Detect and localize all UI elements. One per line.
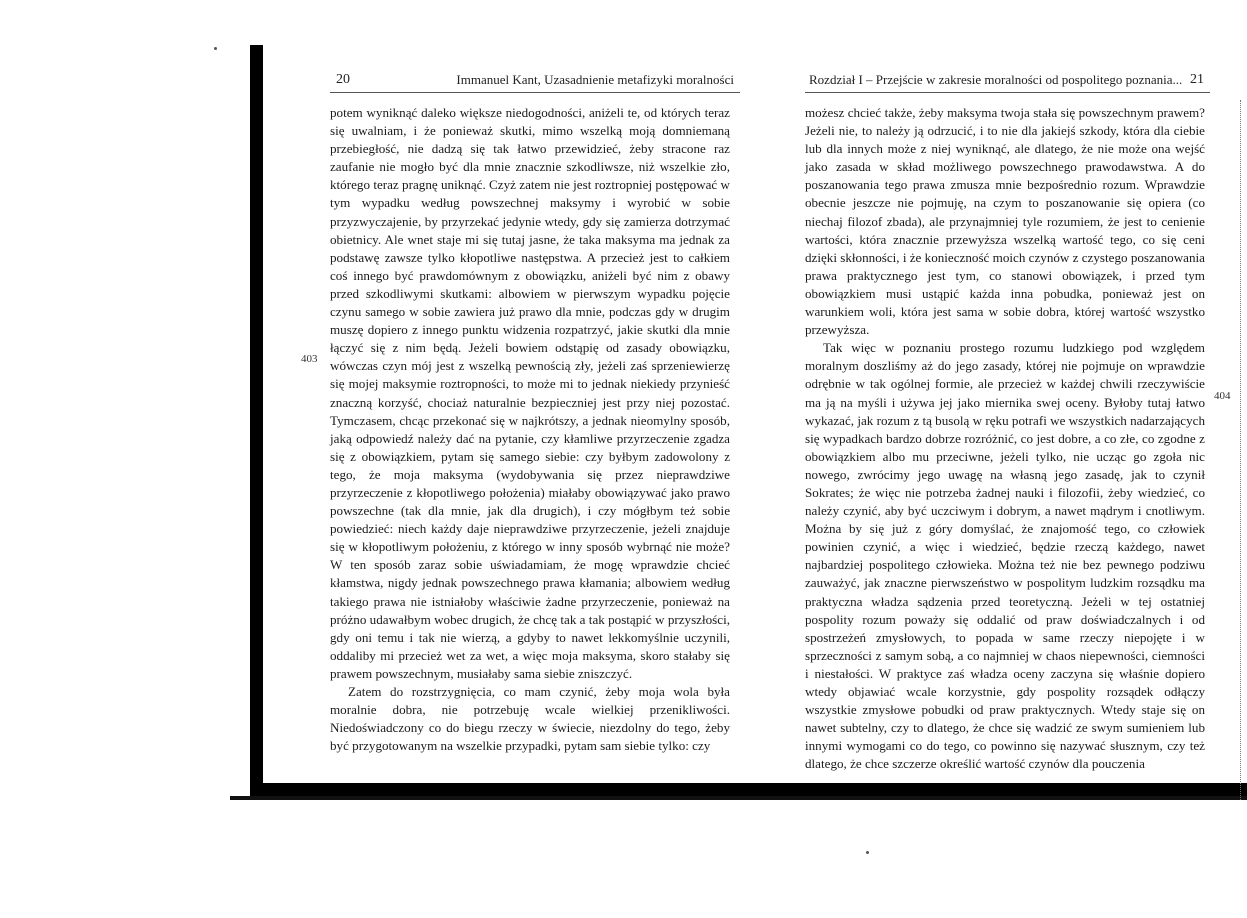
right-page [790, 70, 1210, 772]
right-paragraph-2: Tak więc w poznaniu prostego rozumu ludzkiego pod względem moralnym doszliśmy aż do jego zasady, której nie pojmuje on wprawdzie odrębnie w tak ogólnej formie, ale przecież w każdej chwili rzeczywiście ma ją na myśli i używa jej jako miernika swej oceny. Byłoby tutaj łatwo wykazać, jak rozum z tą busolą w ręku potrafi we wszystkich nadarzających się wypadkach bardzo dobrze rozróżnić, co jest dobre, a co złe, co zgodne z obowiązkiem albo mu przeciwne, jeżeli tylko, nie ucząc go zgoła nic nowego, zwrócimy jego uwagę na własną jego zasadę, jak to czynił Sokrates; że więc nie potrzeba żadnej nauki i filozofii, żeby wiedzieć, co należy czynić, aby być uczciwym i dobrym, a nawet mądrym i cnotliwym. Można by się już z góry domyślać, że znajomość tego, co człowiek powinien czynić, a więc i wiedzieć, będzie rzeczą każdego, nawet najbardziej pospolitego człowieka. Można też nie bez pewnego podziwu zauważyć, jak znaczne pierwszeństwo w pospolitym ludzkim rozsądku ma praktyczna władza sądzenia przed teoretyczną. Jeżeli w tej ostatniej pospolity rozum poważy się oddalić od praw doświadczalnych i od spostrzeżeń zmysłowych, to popada w same rzeczy niepojęte i w sprzeczności z samym sobą, a co najmniej w chaos niepewności, ciemności i niestałości. W praktyce zaś władza oceny zaczyna się właśnie dopiero wtedy objawiać wcale korzystnie, gdy pospolity rozsądek odłączy wszystkie zmysłowe pobudki od praw praktycznych. Wtedy staje się on nawet subtelny, czy to dlatego, że chce się wadzić ze swym sumieniem lub innymi wymogami co do tego, co powinno się nazywać słusznym, czy też dlatego, że chce szczerze określić wartość czynów dla pouczenia [805, 340, 1205, 772]
right-margin-number: 404 [1214, 390, 1231, 402]
scan-speck [866, 851, 869, 854]
left-paragraph-2: Zatem do rozstrzygnięcia, co mam czynić, żeby moja wola była moralnie dobra, nie potrzebuję wcale wielkiej przenikliwości. Niedoświadczony co do biegu rzeczy w świecie, niezdolny do tego, żeby być przygotowanym na wszelkie przypadki, pytam sam siebie tylko: czy [330, 684, 730, 754]
binding-shadow-left [250, 45, 263, 797]
right-paragraph-1: możesz chcieć także, żeby maksyma twoja stała się powszechnym prawem? Jeżeli nie, to należy ją odrzucić, i to nie dla jakiejś szkody, która dla ciebie lub dla innych może z niej wyniknąć, ale dlatego, że nie może ona wejść jako zasada w skład możliwego powszechnego prawodawstwa. A do poszanowania tego prawa zmusza mnie bezpośrednio rozum. Wprawdzie obecnie jeszcze nie pojmuję, na czym to poszanowanie się opiera (co niechaj filozof zbada), ale przynajmniej tyle rozumiem, że jest to cenienie wartości, która znacznie przewyższa wszelką wartość tego, co się ceni dzięki skłonności, i że konieczność moich czynów z czystego poszanowania prawa praktycznego jest tym, co stanowi obowiązek, i przed tym obowiązkiem musi ustąpić każda inna pobudka, ponieważ jest on warunkiem woli, która jest sama w sobie dobra, której wartość wszystko przewyższa. [805, 105, 1205, 338]
left-margin-number: 403 [301, 353, 318, 365]
scan-shadow-bottom [250, 783, 1247, 797]
page-edge-right [1240, 100, 1244, 800]
right-page-number: 21 [1190, 72, 1204, 87]
left-running-title: Immanuel Kant, Uzasadnienie metafizyki moralności [456, 72, 734, 87]
left-paragraph-1: potem wyniknąć daleko większe niedogodności, aniżeli te, od których teraz się uwalniam, i że ponieważ skutki, mimo wszelką moją domniemaną przebiegłość, nie dadzą się tak łatwo przewidzieć, żeby stracone raz zaufanie nie mogło być dla mnie znacznie szkodliwsze, niż wszelkie zło, którego teraz pragnę uniknąć. Czyż zatem nie jest roztropniej postępować w tym wypadku według powszechnej maksymy i wyrobić w sobie przyzwyczajenie, by przyrzekać jedynie wtedy, gdy się zamierza dotrzymać obietnicy. Ale wnet staje mi się tutaj jasne, że taka maksyma ma jednak za podstawę zawsze tylko kłopotliwe następstwa. A przecież jest to całkiem coś innego być prawdomównym z obowiązku, aniżeli być nim z obawy przed szkodliwymi skutkami: albowiem w pierwszym wypadku pojęcie czynu samego w sobie zawiera już prawo dla mnie, podczas gdy w drugim muszę dopiero z innego punktu widzenia rozpatrzyć, jakie skutki dla mnie łączyć się z nim będą. Jeżeli bowiem odstąpię od zasady obowiązku, wówczas czyn mój jest z wszelką pewnością zły, jeżeli zaś sprzeniewierzę się mojej maksymie roztropności, to może mi to jednak niekiedy przynieść znaczną korzyść, chociaż naturalnie bezpieczniej jest przy niej pozostać. Tymczasem, chcąc przekonać się w najkrótszy, a jednak nieomylny sposób, jaką odpowiedź należy dać na pytanie, czy kłamliwe przyrzeczenie zgadza się z obowiązkiem, pytam się samego siebie: czy byłbym zadowolony z tego, że moja maksyma (wydobywania się przez nieprawdziwe przyrzeczenie z kłopotliwego położenia) miałaby obowiązywać jako prawo powszechne (tak dla mnie, jak dla drugich), i czy mógłbym też sobie powiedzieć: niech każdy daje nieprawdziwe przyrzeczenie, jeżeli znajduje się w kłopotliwym położeniu, z którego w inny sposób wybrnąć nie może? W ten sposób zaraz sobie uświadamiam, że mogę wprawdzie chcieć kłamstwa, nigdy jednak powszechnego prawa kłamania; albowiem według takiego prawa nie istniałoby właściwie żadne przyrzeczenie, ponieważ na próżno udawałbym wobec drugich, że chcę tak a tak postąpić w przyszłości, gdy oni temu i tak nie wierzą, a gdyby to nawet lekkomyślnie uczynili, oddaliby mi przecież wet za wet, a więc moja maksyma, skoro stałaby się prawem powszechnym, musiałaby sama siebie zniszczyć. [330, 105, 730, 681]
right-running-head [805, 70, 1210, 93]
right-body-text [805, 104, 1205, 773]
left-body-text [330, 104, 730, 755]
scan-shadow-bottom-lip [230, 796, 1247, 800]
scan-speck [214, 47, 217, 50]
right-running-title: Rozdział I – Przejście w zakresie moralności od pospolitego poznania... [809, 72, 1183, 87]
left-page-number: 20 [336, 72, 350, 87]
left-page [270, 70, 770, 760]
left-running-head [330, 70, 740, 93]
